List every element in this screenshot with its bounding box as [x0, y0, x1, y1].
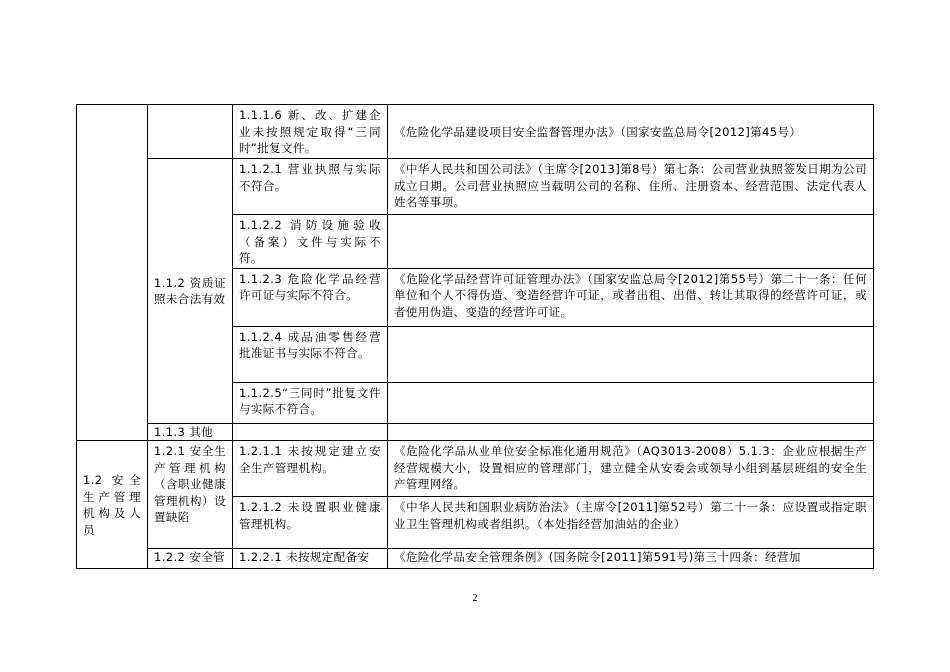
legal-basis-cell: 《危险化学品经营许可证管理办法》（国家安监总局令[2012]第55号）第二十一条：任何单位和个人不得伪造、变造经营许可证，或者出租、出借、转让其取得的经营许可证，或者使用伪造、变造的经营许可证。	[388, 268, 874, 326]
legal-basis-cell: 《危险化学品安全管理条例》(国务院令[2011]第591号)第三十四条：经营加	[388, 549, 874, 569]
deficiency-cell: 1.1.1.6 新、改、扩建企业未按照规定取得“三同时”批复文件。	[233, 105, 388, 159]
subcategory-cell: 1.1.2 资质证照未合法有效	[148, 159, 233, 424]
deficiency-cell: 1.2.1.1 未按规定建立安全生产管理机构。	[233, 441, 388, 497]
category-cell-empty	[77, 105, 148, 441]
subcategory-cell: 1.1.3 其他	[148, 423, 233, 441]
deficiency-cell: 1.1.2.4 成品油零售经营批准证书与实际不符合。	[233, 326, 388, 382]
legal-basis-cell	[388, 215, 874, 269]
legal-basis-cell-empty	[388, 423, 874, 441]
table-row	[77, 549, 874, 569]
legal-basis-cell: 《中华人民共和国职业病防治法》（主席令[2011]第52号）第二十一条：应设置或指定职业卫生管理机构或者组织。（本处指经营加油站的企业）	[388, 497, 874, 549]
deficiency-cell: 1.1.2.3 危险化学品经营许可证与实际不符合。	[233, 268, 388, 326]
legal-basis-cell	[388, 382, 874, 423]
legal-basis-cell: 《中华人民共和国公司法》（主席令[2013]第8号）第七条：公司营业执照签发日期为公司成立日期。公司营业执照应当载明公司的名称、住所、注册资本、经营范围、法定代表人姓名等事项。	[388, 159, 874, 215]
deficiency-cell: 1.1.2.2 消防设施验收（备案）文件与实际不符。	[233, 215, 388, 269]
deficiency-cell: 1.2.1.2 未设置职业健康管理机构。	[233, 497, 388, 549]
legal-basis-cell	[388, 326, 874, 382]
deficiency-cell: 1.1.2.1 营业执照与实际不符合。	[233, 159, 388, 215]
subcategory-cell-empty	[148, 105, 233, 159]
table-row	[77, 441, 874, 497]
checklist-table	[76, 104, 874, 569]
deficiency-cell: 1.2.2.1 未按规定配备安	[233, 549, 388, 569]
subcategory-cell: 1.2.2 安全管	[148, 549, 233, 569]
table-row	[77, 159, 874, 215]
legal-basis-cell: 《危险化学品建设项目安全监督管理办法》（国家安监总局令[2012]第45号）	[388, 105, 874, 159]
deficiency-cell: 1.1.2.5“三同时”批复文件与实际不符合。	[233, 382, 388, 423]
table-row	[77, 105, 874, 159]
subcategory-cell: 1.2.1 安全生产管理机构（含职业健康管理机构）设置缺陷	[148, 441, 233, 549]
legal-basis-cell: 《危险化学品从业单位安全标准化通用规范》（AQ3013-2008）5.1.3：企业应根据生产经营规模大小，设置相应的管理部门，建立健全从安委会或领导小组到基层班组的安全生产管理网络。	[388, 441, 874, 497]
page-number: 2	[472, 593, 478, 604]
deficiency-cell-empty	[233, 423, 388, 441]
category-cell: 1.2 安全生产管理机构及人员	[77, 441, 148, 569]
table-row	[77, 423, 874, 441]
